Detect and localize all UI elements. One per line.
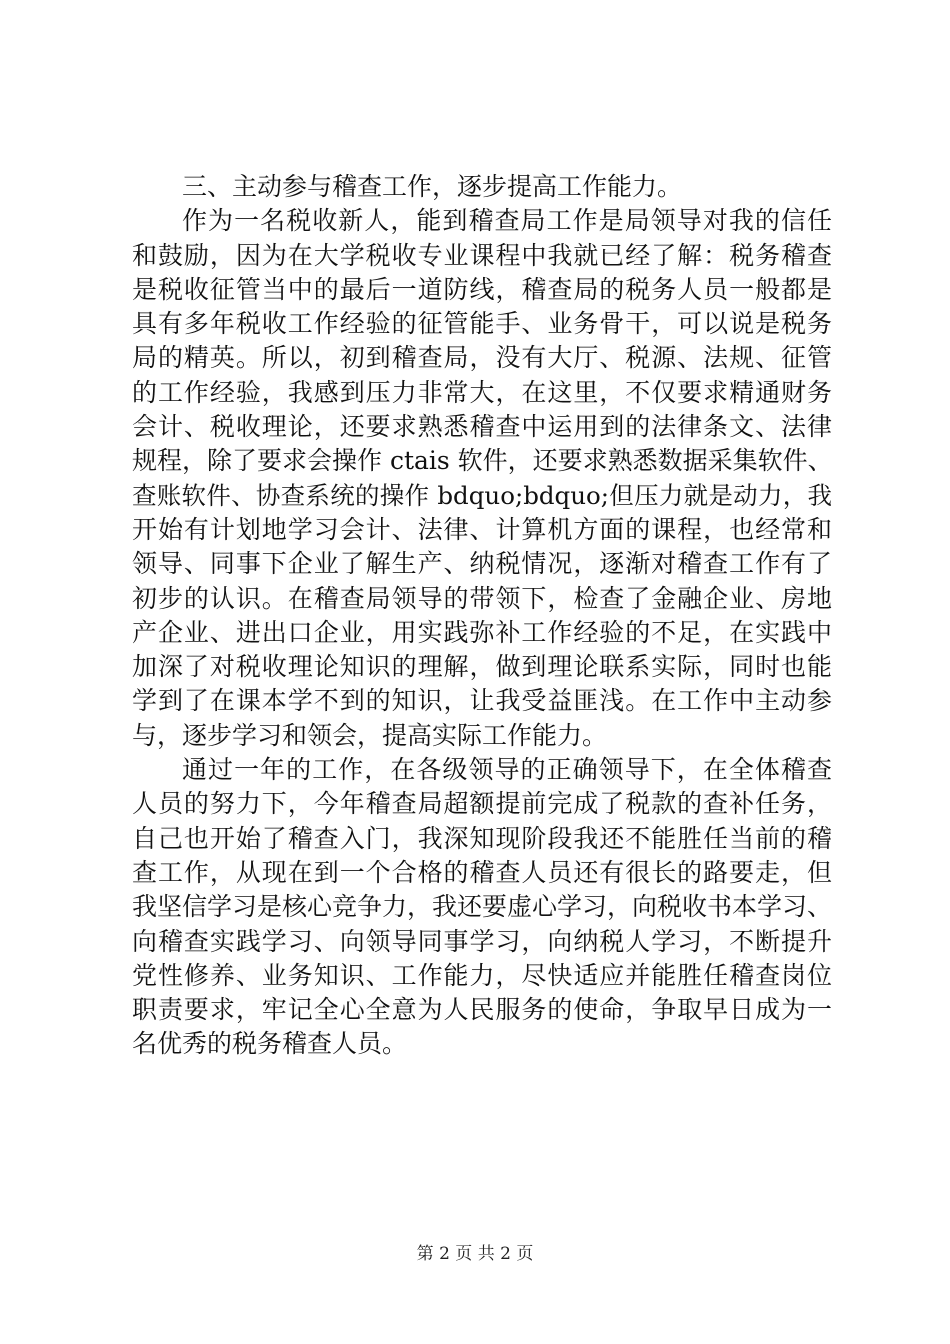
paragraph-1-line: 是税收征管当中的最后一道防线，稽查局的税务人员一般都是 [132, 274, 832, 304]
paragraph-1-line: 加深了对税收理论知识的理解，做到理论联系实际，同时也能 [132, 652, 832, 682]
section-heading: 三、主动参与稽查工作，逐步提高工作能力。 [182, 172, 683, 201]
paragraph-2-line: 党性修养、业务知识、工作能力，尽快适应并能胜任稽查岗位 [132, 960, 832, 990]
paragraph-2-line: 人员的努力下，今年稽查局超额提前完成了税款的查补任务， [132, 789, 832, 819]
document-body [132, 170, 832, 1062]
paragraph-1-line: 具有多年税收工作经验的征管能手、业务骨干，可以说是税务 [132, 309, 832, 339]
paragraph-1-line: 开始有计划地学习会计、法律、计算机方面的课程，也经常和 [132, 514, 832, 544]
paragraph-1-line: 学到了在课本学不到的知识，让我受益匪浅。在工作中主动参 [132, 686, 832, 716]
paragraph-1-line: 初步的认识。在稽查局领导的带领下，检查了金融企业、房地 [132, 583, 832, 613]
paragraph-1-line: 规程，除了要求会操作 ctais 软件，还要求熟悉数据采集软件、 [132, 446, 833, 476]
paragraph-1-line: 会计、税收理论，还要求熟悉稽查中运用到的法律条文、法律 [132, 412, 832, 442]
paragraph-2-line: 名优秀的税务稽查人员。 [132, 1029, 408, 1059]
paragraph-1 [132, 204, 832, 753]
paragraph-1-line: 领导、同事下企业了解生产、纳税情况，逐渐对稽查工作有了 [132, 549, 832, 579]
page-number-footer: 第 2 页 共 2 页 [416, 1244, 534, 1264]
paragraph-2-line: 向稽查实践学习、向领导同事学习，向纳税人学习，不断提升 [132, 926, 832, 956]
paragraph-2-line: 查工作，从现在到一个合格的稽查人员还有很长的路要走，但 [132, 857, 832, 887]
paragraph-1-line: 作为一名税收新人，能到稽查局工作是局领导对我的信任 [182, 206, 832, 236]
paragraph-2-line: 职责要求，牢记全心全意为人民服务的使命，争取早日成为一 [132, 995, 832, 1025]
paragraph-2 [132, 753, 832, 1062]
paragraph-1-line: 产企业、进出口企业，用实践弥补工作经验的不足，在实践中 [132, 617, 832, 647]
paragraph-1-line: 查账软件、协查系统的操作 bdquo;bdquo;但压力就是动力，我 [132, 480, 832, 510]
paragraph-1-line: 和鼓励，因为在大学税收专业课程中我就已经了解：税务稽查 [132, 240, 832, 270]
paragraph-2-line: 我坚信学习是核心竞争力，我还要虚心学习，向税收书本学习、 [132, 892, 833, 922]
paragraph-2-line: 通过一年的工作，在各级领导的正确领导下，在全体稽查 [182, 755, 832, 785]
paragraph-2-line: 自己也开始了稽查入门，我深知现阶段我还不能胜任当前的稽 [132, 823, 832, 853]
paragraph-1-line: 的工作经验，我感到压力非常大，在这里，不仅要求精通财务 [132, 377, 832, 407]
paragraph-1-line: 与，逐步学习和领会，提高实际工作能力。 [132, 720, 608, 750]
paragraph-1-line: 局的精英。所以，初到稽查局，没有大厅、税源、法规、征管 [132, 343, 832, 373]
